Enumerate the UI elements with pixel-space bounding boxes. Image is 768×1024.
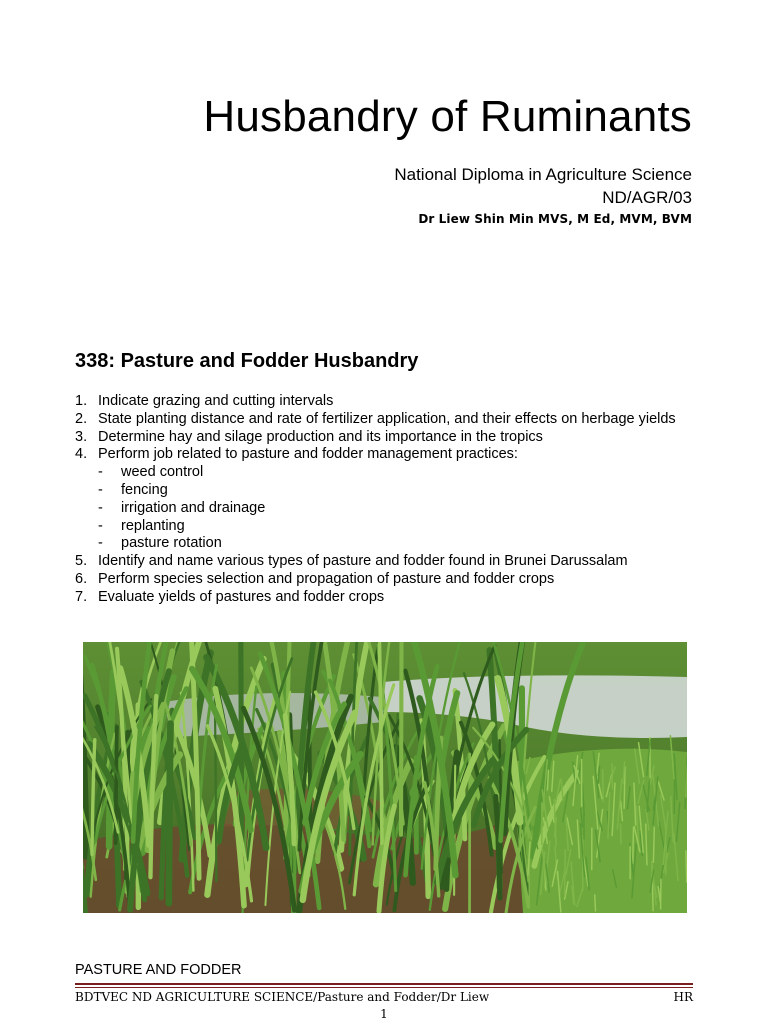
programme-name: National Diploma in Agriculture Science (394, 165, 692, 184)
lawn-blade (603, 770, 604, 802)
document-title: Husbandry of Ruminants (203, 92, 692, 141)
dash-marker: - (98, 499, 103, 516)
item-text: Determine hay and silage production and its importance in the tropics (98, 428, 543, 445)
practices-sublist (98, 464, 695, 553)
sublist-text: fencing (121, 481, 168, 498)
footer-label: PASTURE AND FODDER (75, 962, 242, 978)
running-footer: BDTVEC ND AGRICULTURE SCIENCE/Pasture and Fodder/Dr Liew (75, 990, 490, 1004)
sublist-item (98, 482, 695, 500)
dash-marker: - (98, 481, 103, 498)
sublist-text: replanting (121, 517, 185, 534)
footer-divider-thin (75, 987, 693, 988)
sublist-text: weed control (121, 464, 204, 481)
list-item (75, 589, 695, 607)
item-number: 6. (75, 570, 88, 587)
subtitle-block (394, 163, 692, 209)
sublist-item (98, 518, 695, 536)
item-number: 3. (75, 428, 88, 445)
lawn-blade (595, 895, 596, 911)
list-item (75, 411, 695, 429)
sublist-item (98, 500, 695, 518)
item-text: Perform job related to pasture and fodder management practices: (98, 446, 518, 463)
dash-marker: - (98, 535, 103, 552)
item-text: Perform species selection and propagation of pasture and fodder crops (98, 570, 555, 587)
footer-initials: HR (673, 990, 693, 1004)
programme-code: ND/AGR/03 (602, 188, 692, 207)
objectives-list (75, 393, 695, 607)
item-text: Evaluate yields of pastures and fodder crops (98, 588, 385, 605)
grass-field-illustration (83, 642, 687, 913)
lawn-blade (565, 850, 566, 896)
lawn-blade (686, 851, 687, 882)
list-item (75, 429, 695, 447)
list-item (75, 393, 695, 411)
footer-divider (75, 983, 693, 985)
lawn-blade (633, 827, 634, 863)
lawn-blade (547, 770, 548, 790)
sublist-text: pasture rotation (121, 535, 222, 552)
lawn-blade (620, 824, 621, 844)
list-item (75, 446, 695, 553)
item-text: State planting distance and rate of fertilizer application, and their effects on herbage yields (98, 410, 676, 427)
lawn-blade (653, 827, 654, 862)
item-number: 1. (75, 393, 88, 409)
item-text: Indicate grazing and cutting intervals (98, 393, 334, 409)
list-item (75, 553, 695, 571)
item-number: 2. (75, 410, 88, 427)
sublist-item (98, 464, 695, 482)
dash-marker: - (98, 517, 103, 534)
author-line: Dr Liew Shin Min MVS, M Ed, MVM, BVM (418, 212, 692, 226)
grass-blade (169, 724, 171, 904)
sublist-item (98, 535, 695, 553)
page-number: 1 (380, 1007, 388, 1021)
sublist-text: irrigation and drainage (121, 499, 266, 516)
dash-marker: - (98, 464, 103, 481)
item-text: Identify and name various types of pasture and fodder found in Brunei Darussalam (98, 553, 628, 570)
list-item (75, 571, 695, 589)
item-number: 4. (75, 446, 88, 463)
pasture-photo (83, 642, 687, 913)
item-number: 5. (75, 553, 88, 570)
section-heading: 338: Pasture and Fodder Husbandry (75, 350, 419, 372)
item-number: 7. (75, 588, 88, 605)
